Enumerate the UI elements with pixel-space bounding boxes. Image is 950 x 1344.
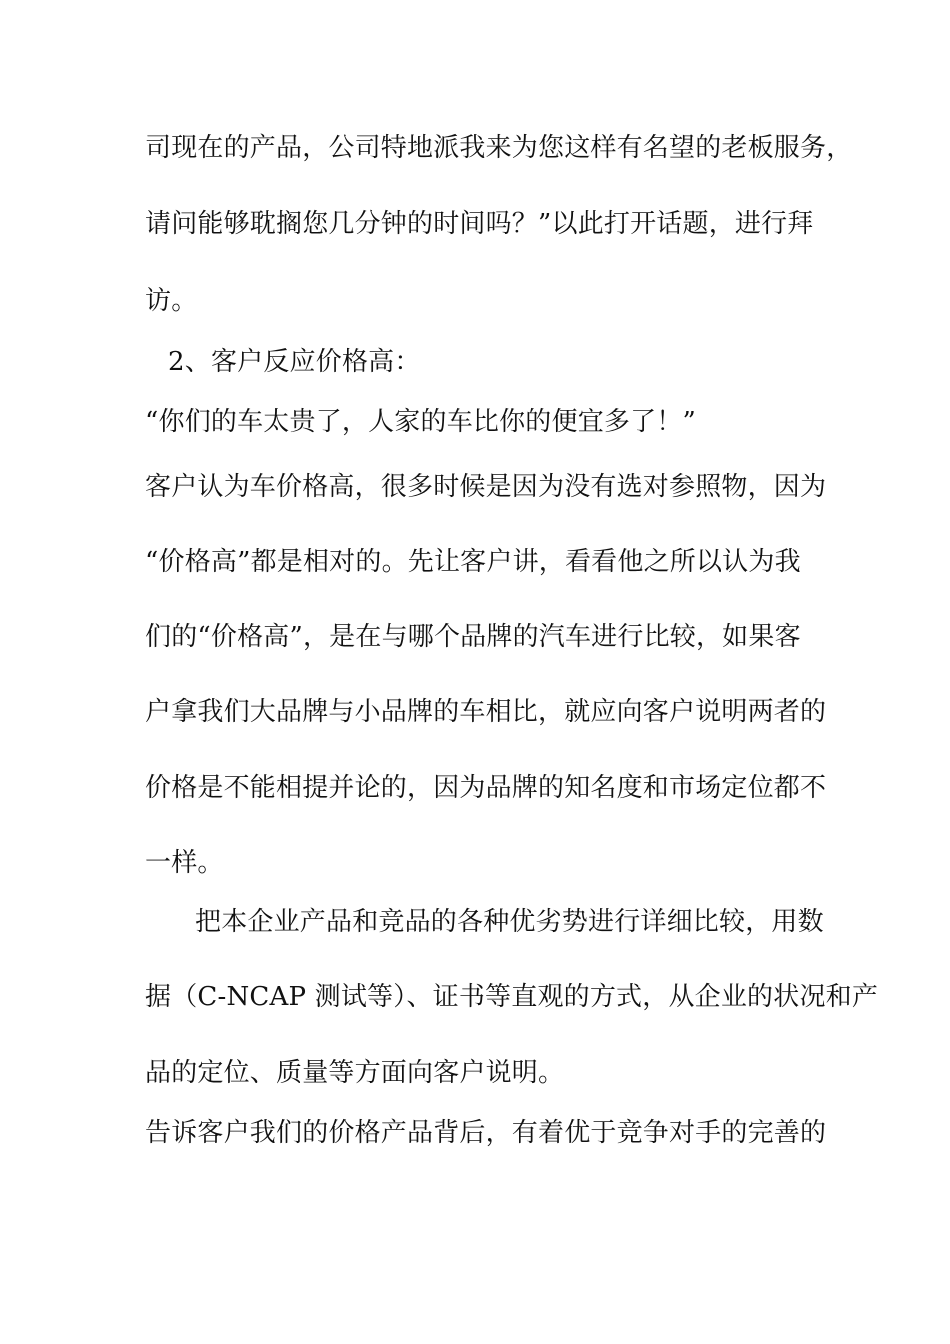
paragraph-line: 一样。 bbox=[145, 848, 224, 878]
paragraph-line: 访。 bbox=[145, 286, 198, 316]
section-heading: 2、客户反应价格高： bbox=[168, 347, 421, 377]
paragraph-line: 户拿我们大品牌与小品牌的车相比，就应向客户说明两者的 bbox=[145, 697, 827, 727]
paragraph-line: 把本企业产品和竞品的各种优劣势进行详细比较，用数 bbox=[195, 907, 824, 937]
paragraph-line: 请问能够耽搁您几分钟的时间吗？”以此打开话题，进行拜 bbox=[145, 209, 814, 239]
paragraph-line: 客户认为车价格高，很多时候是因为没有选对参照物，因为 bbox=[145, 472, 827, 502]
paragraph-line: 品的定位、质量等方面向客户说明。 bbox=[145, 1058, 565, 1088]
paragraph-line: “价格高”都是相对的。先让客户讲，看看他之所以认为我 bbox=[145, 547, 801, 577]
paragraph-line: 告诉客户我们的价格产品背后，有着优于竞争对手的完善的 bbox=[145, 1118, 827, 1148]
paragraph-line: 据（C-NCAP 测试等）、证书等直观的方式，从企业的状况和产 bbox=[145, 982, 879, 1012]
paragraph-line: 们的“价格高”，是在与哪个品牌的汽车进行比较，如果客 bbox=[145, 622, 801, 652]
customer-quote: “你们的车太贵了，人家的车比你的便宜多了！” bbox=[145, 407, 696, 437]
paragraph-line: 价格是不能相提并论的，因为品牌的知名度和市场定位都不 bbox=[145, 773, 827, 803]
paragraph-line: 司现在的产品，公司特地派我来为您这样有名望的老板服务， bbox=[145, 133, 853, 163]
